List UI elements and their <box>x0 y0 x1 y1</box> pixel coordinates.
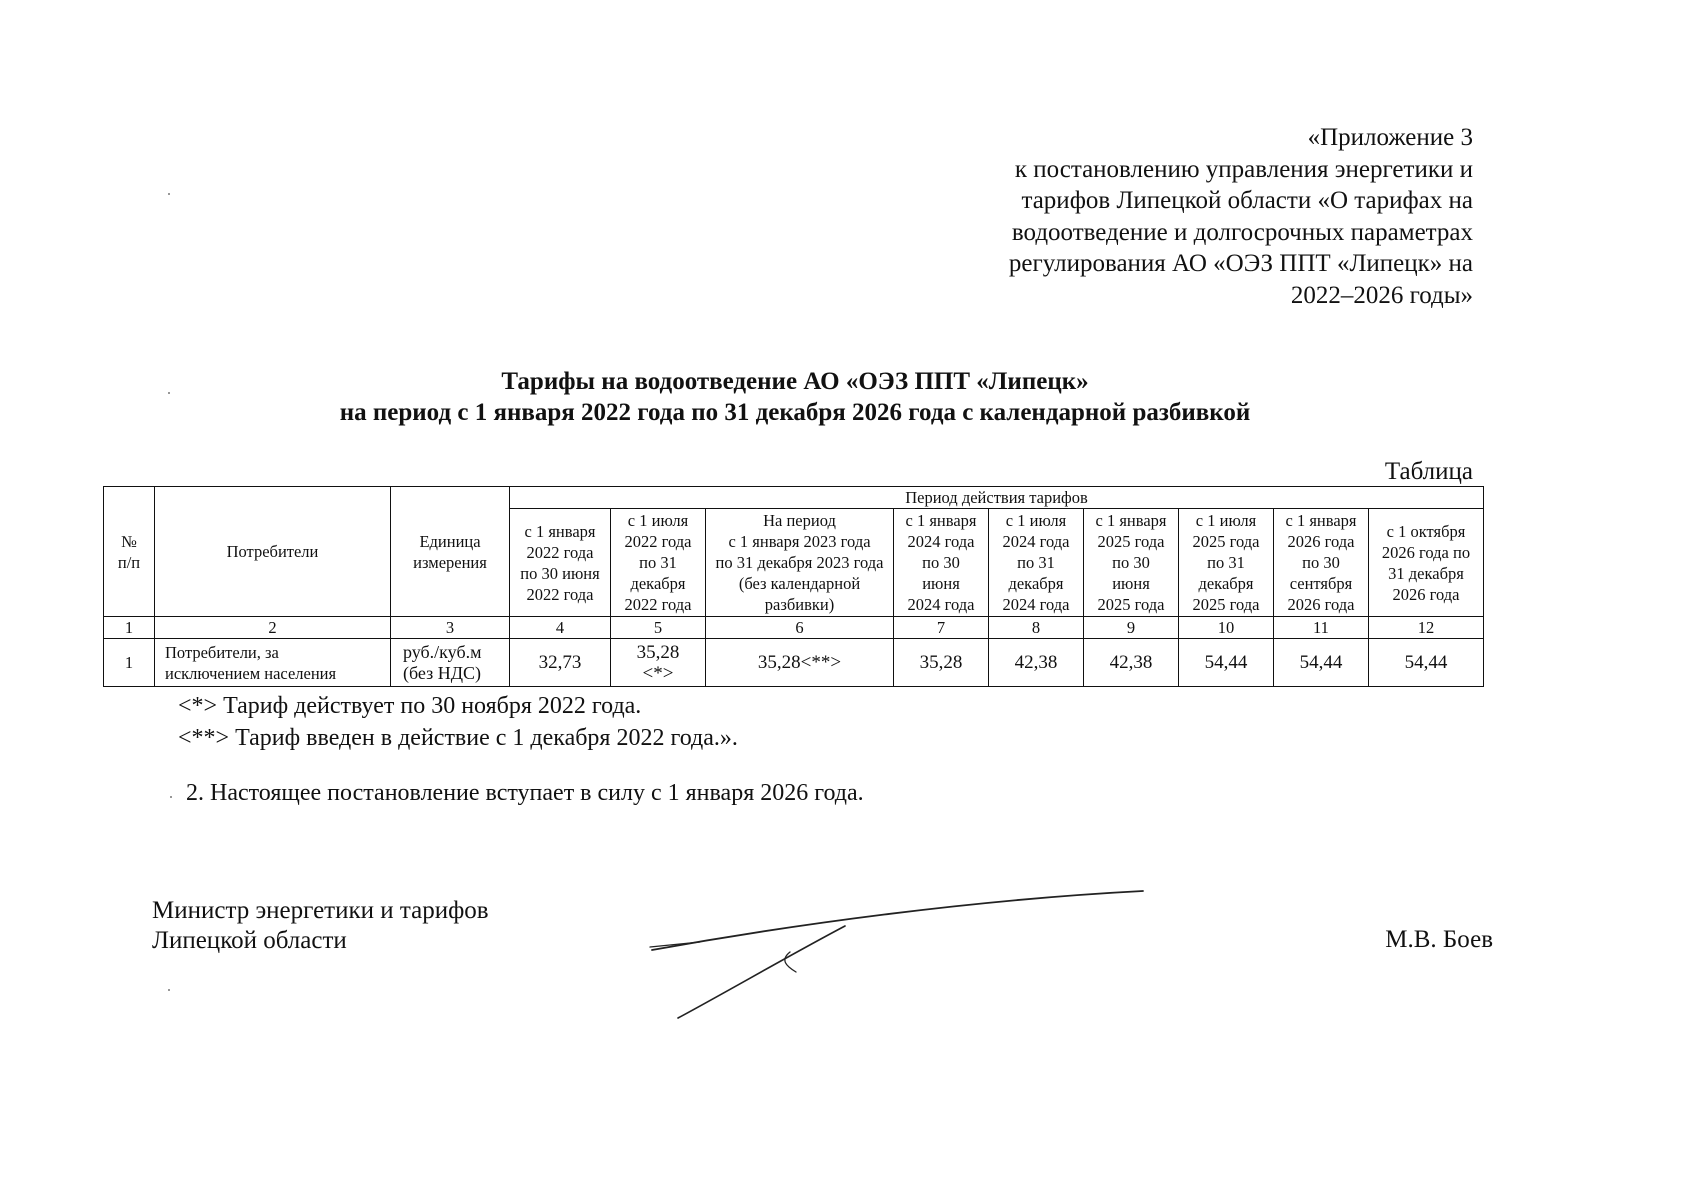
header-period: с 1 июля 2024 года по 31 декабря 2024 года <box>989 509 1084 617</box>
title-line-2: на период с 1 января 2022 года по 31 декабря 2026 года с календарной разбивкой <box>339 399 1251 426</box>
header-period: с 1 января 2026 года по 30 сентября 2026 года <box>1274 509 1369 617</box>
tariff-value: 35,28 <*> <box>611 639 706 687</box>
appendix-line: 2022–2026 годы» <box>1290 281 1473 309</box>
column-number: 9 <box>1084 617 1179 639</box>
appendix-line: водоотведение и долгосрочных параметрах <box>1011 218 1473 246</box>
signatory-title-line: Министр энергетики и тарифов <box>152 897 489 924</box>
tariff-value: 54,44 <box>1179 639 1274 687</box>
tariff-value: 32,73 <box>510 639 611 687</box>
column-number-row <box>104 617 1484 639</box>
column-number: 8 <box>989 617 1084 639</box>
column-number: 7 <box>894 617 989 639</box>
row-unit: руб./куб.м (без НДС) <box>391 639 510 687</box>
header-period: с 1 января 2024 года по 30 июня 2024 года <box>894 509 989 617</box>
footnotes <box>178 690 738 754</box>
appendix-line: тарифов Липецкой области «О тарифах на <box>1021 187 1473 214</box>
header-period-group: Период действия тарифов <box>510 487 1484 509</box>
header-consumers: Потребители <box>155 487 391 617</box>
header-unit: Единица измерения <box>391 487 510 617</box>
header-period: с 1 октября 2026 года по 31 декабря 2026 года <box>1369 509 1484 617</box>
header-period: с 1 января 2025 года по 30 июня 2025 года <box>1084 509 1179 617</box>
column-number: 6 <box>706 617 894 639</box>
tariff-value: 54,44 <box>1274 639 1369 687</box>
scan-speck <box>170 796 172 798</box>
appendix-line: «Приложение 3 <box>1307 124 1473 151</box>
appendix-line: регулирования АО «ОЭЗ ППТ «Липецк» на <box>1008 250 1473 277</box>
column-number: 1 <box>104 617 155 639</box>
tariff-table <box>103 486 1484 687</box>
footnote: <*> Тариф действует по 30 ноября 2022 года. <box>178 693 642 719</box>
tariff-value: 35,28<**> <box>706 639 894 687</box>
tariff-value: 35,28 <box>894 639 989 687</box>
column-number: 5 <box>611 617 706 639</box>
column-number: 10 <box>1179 617 1274 639</box>
row-number: 1 <box>104 639 155 687</box>
header-period: с 1 июля 2022 года по 31 декабря 2022 года <box>611 509 706 617</box>
document-title <box>0 366 1590 428</box>
header-period: На период с 1 января 2023 года по 31 декабря 2023 года (без календарной разбивки) <box>706 509 894 617</box>
table-caption: Таблица <box>1384 458 1473 485</box>
footnote: <**> Тариф введен в действие с 1 декабря 2022 года.». <box>178 725 738 751</box>
header-number: № п/п <box>104 487 155 617</box>
appendix-line: к постановлению управления энергетики и <box>1014 155 1473 183</box>
column-number: 2 <box>155 617 391 639</box>
column-number: 11 <box>1274 617 1369 639</box>
signatory-name: М.В. Боев <box>1385 926 1493 953</box>
title-line-1: Тарифы на водоотведение АО «ОЭЗ ППТ «Липецк» <box>501 368 1089 395</box>
column-number: 3 <box>391 617 510 639</box>
clause-text: 2. Настоящее постановление вступает в силу с 1 января 2026 года. <box>186 780 864 806</box>
scan-speck <box>168 989 170 991</box>
row-consumer: Потребители, за исключением населения <box>155 639 391 687</box>
column-number: 4 <box>510 617 611 639</box>
handwritten-signature <box>640 880 1160 1030</box>
signatory-title-line: Липецкой области <box>152 927 347 954</box>
tariff-value: 54,44 <box>1369 639 1484 687</box>
appendix-reference <box>913 122 1473 311</box>
header-period: с 1 июля 2025 года по 31 декабря 2025 года <box>1179 509 1274 617</box>
tariff-value: 42,38 <box>1084 639 1179 687</box>
header-period: с 1 января 2022 года по 30 июня 2022 года <box>510 509 611 617</box>
scan-speck <box>168 193 170 195</box>
table-row <box>104 639 1484 687</box>
scan-speck <box>168 392 170 394</box>
tariff-value: 42,38 <box>989 639 1084 687</box>
signatory-title <box>152 896 489 956</box>
column-number: 12 <box>1369 617 1484 639</box>
